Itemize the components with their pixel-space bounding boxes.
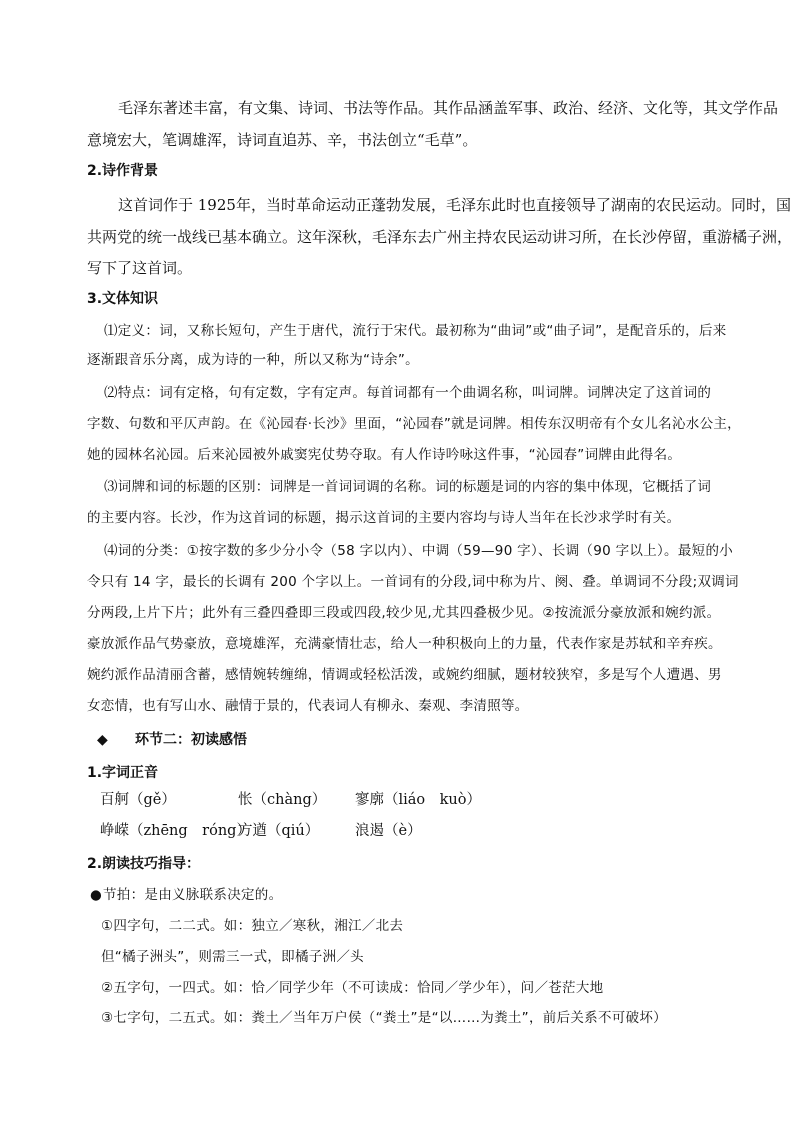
feature-line-1: ⑵特点：词有定格，句有定数，字有定声。每首词都有一个曲调名称，叫词牌。词牌决定了这首词的: [104, 385, 712, 401]
heading-style-knowledge: 3.文体知识: [87, 291, 159, 307]
heading-background: 2.诗作背景: [87, 163, 159, 179]
classification-line-1: ⑷词的分类：①按字数的多少分小令（58 字以内）、中调（59—90 字）、长调（90 字以上）。最短的小: [104, 543, 734, 559]
background-line-3: 写下了这首词。: [87, 259, 193, 277]
word-liaokuo: 寥廓（liáo kuò）: [355, 792, 482, 808]
word-zhengrong: 峥嵘（zhēng róng）: [100, 823, 251, 839]
bullet-dot-icon: ●: [90, 887, 103, 903]
difference-line-2: 的主要内容。长沙，作为这首词的标题，揭示这首词的主要内容均与诗人当年在长沙求学时有关。: [87, 510, 681, 526]
stage-two-heading: 环节二：初读感悟: [135, 732, 247, 748]
word-e: 浪遏（è）: [355, 823, 422, 839]
classification-line-5: 婉约派作品清丽含蓄，感情婉转缠绵，情调或轻松活泼，或婉约细腻，题材较狭窄，多是写个人遭遇、男: [87, 667, 722, 683]
stage-bullet-icon: ◆: [97, 732, 108, 748]
classification-line-6: 女恋情，也有写山水、融情于景的，代表词人有柳永、秦观、李清照等。: [87, 698, 529, 714]
rhythm-rule-3: ③七字句，二五式。如：粪土／当年万户侯（“粪土”是“以……为粪土”，前后关系不可破坏）: [101, 1010, 667, 1026]
rhythm-intro: 节拍：是由义脉联系决定的。: [103, 887, 283, 903]
difference-line-1: ⑶词牌和词的标题的区别：词牌是一首词词调的名称。词的标题是词的内容的集中体现，它概括了词: [104, 479, 712, 495]
feature-line-3: 她的园林名沁园。后来沁园被外戚窦宪仗势夺取。有人作诗吟咏这件事，“沁园春”词牌由此得名。: [87, 447, 682, 463]
definition-line-2: 逐渐跟音乐分离，成为诗的一种，所以又称为“诗余”。: [87, 352, 419, 368]
classification-line-2: 令只有 14 字，最长的长调有 200 个字以上。一首词有的分段,词中称为片、阕、叠。单调词不分段;双调词: [87, 574, 739, 590]
heading-pronunciation: 1.字词正音: [87, 765, 159, 781]
word-qiu: 方遒（qiú）: [238, 823, 320, 839]
word-chang: 怅（chàng）: [238, 792, 327, 808]
rhythm-rule-1-note: 但“橘子洲头”，则需三一式，即橘子洲／头: [101, 949, 364, 965]
definition-line-1: ⑴定义：词，又称长短句，产生于唐代，流行于宋代。最初称为“曲词”或“曲子词”，是配音乐的，后来: [104, 323, 727, 339]
word-gege: 百舸（gě）: [100, 792, 176, 808]
background-line-1: 这首词作于 1925年，当时革命运动正蓬勃发展，毛泽东此时也直接领导了湖南的农民运动。同时，国: [118, 196, 791, 214]
classification-line-4: 豪放派作品气势豪放，意境雄浑，充满豪情壮志，给人一种积极向上的力量，代表作家是苏轼和辛弃疾。: [87, 636, 722, 652]
intro-line-1: 毛泽东著述丰富，有文集、诗词、书法等作品。其作品涵盖军事、政治、经济、文化等，其文学作品: [118, 99, 779, 117]
intro-line-2: 意境宏大，笔调雄浑，诗词直追苏、辛，书法创立“毛草”。: [87, 131, 478, 149]
background-line-2: 共两党的统一战线已基本确立。这年深秋，毛泽东去广州主持农民运动讲习所，在长沙停留，重游橘子洲，: [87, 228, 793, 246]
classification-line-3: 分两段,上片下片；此外有三叠四叠即三段或四段,较少见,尤其四叠极少见。②按流派分豪放派和婉约派。: [87, 605, 721, 621]
feature-line-2: 字数、句数和平仄声韵。在《沁园春·长沙》里面，“沁园春”就是词牌。相传东汉明帝有个女儿名沁水公主，: [87, 416, 741, 432]
heading-reading-tips: 2.朗读技巧指导：: [87, 856, 201, 872]
rhythm-rule-2: ②五字句，一四式。如：恰／同学少年（不可读成：恰同／学少年），问／苍茫大地: [101, 980, 604, 996]
rhythm-rule-1: ①四字句，二二式。如：独立／寒秋，湘江／北去: [101, 918, 404, 934]
